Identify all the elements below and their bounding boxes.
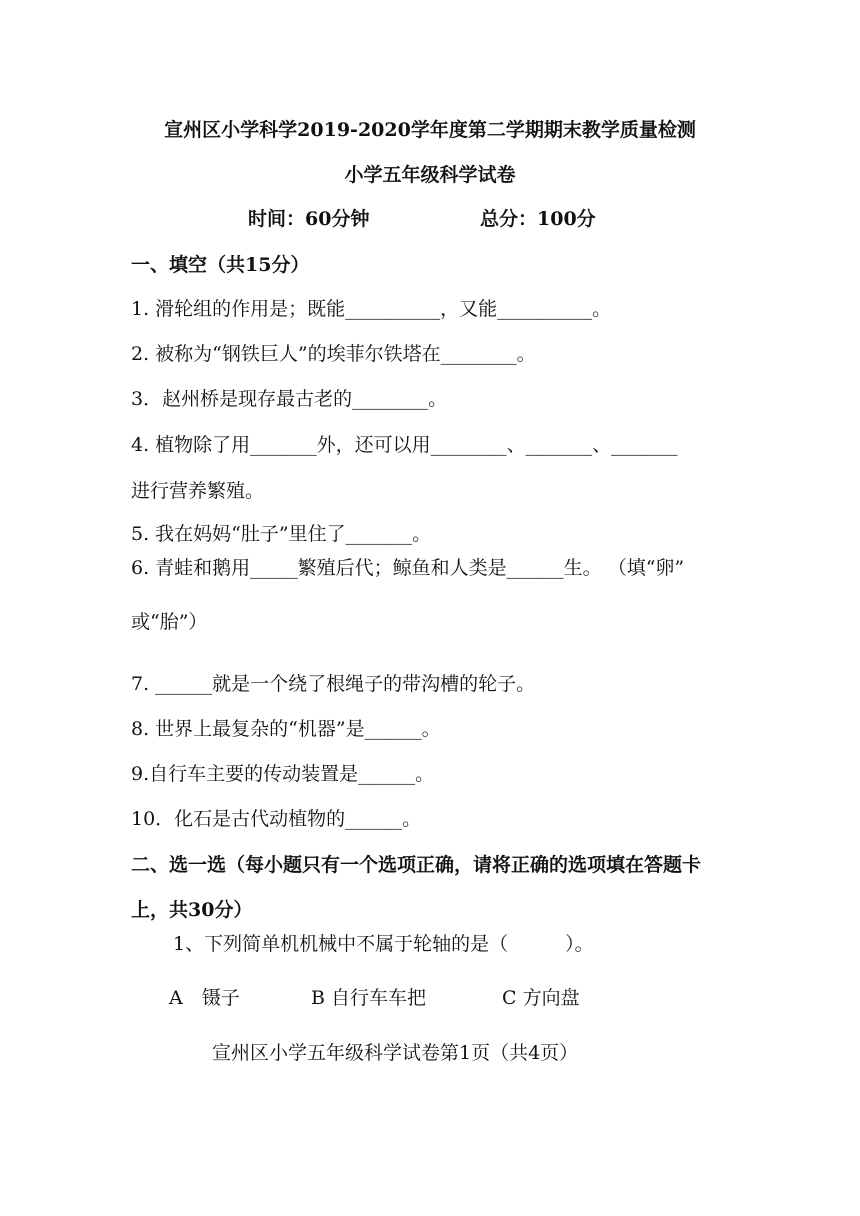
choice-option-a: A 镊子	[169, 987, 240, 1009]
exam-title: 宣州区小学科学2019-2020学年度第二学期期末教学质量检测	[164, 119, 696, 141]
page-footer: 宣州区小学五年级科学试卷第1页（共4页）	[212, 1042, 579, 1064]
fill-question-10: 10．化石是古代动植物的______。	[131, 808, 422, 830]
section2-heading-continued: 上，共30分）	[131, 899, 253, 921]
choice-option-c: C 方向盘	[502, 987, 580, 1009]
choice-question-1: 1、下列简单机机械中不属于轮轴的是（ ）。	[173, 933, 594, 955]
fill-question-9: 9.自行车主要的传动装置是______。	[131, 763, 435, 785]
fill-question-6-continued: 或“胎”）	[131, 611, 208, 633]
fill-question-2: 2. 被称为“钢铁巨人”的埃菲尔铁塔在________。	[131, 343, 536, 365]
section1-heading: 一、填空（共15分）	[131, 254, 310, 276]
fill-question-1: 1. 滑轮组的作用是；既能__________，又能__________。	[131, 298, 612, 320]
exam-subtitle: 小学五年级科学试卷	[344, 164, 516, 186]
exam-total-score: 总分：100分	[480, 208, 596, 230]
fill-question-3: 3．赵州桥是现存最古老的________。	[131, 388, 448, 410]
fill-question-4: 4. 植物除了用_______外，还可以用________、_______、_______	[131, 434, 678, 456]
fill-question-7: 7. ______就是一个绕了根绳子的带沟槽的轮子。	[131, 673, 536, 695]
fill-question-6: 6. 青蛙和鹅用_____繁殖后代；鲸鱼和人类是______生。 （填“卵”	[131, 557, 685, 579]
choice-option-b: B 自行车车把	[311, 987, 427, 1009]
fill-question-8: 8. 世界上最复杂的“机器”是______。	[131, 718, 441, 740]
fill-question-5: 5. 我在妈妈“肚子”里住了_______。	[131, 523, 432, 545]
fill-question-4-continued: 进行营养繁殖。	[131, 480, 265, 502]
section2-heading: 二、选一选（每小题只有一个选项正确，请将正确的选项填在答题卡	[131, 854, 702, 876]
exam-time: 时间：60分钟	[248, 208, 370, 230]
